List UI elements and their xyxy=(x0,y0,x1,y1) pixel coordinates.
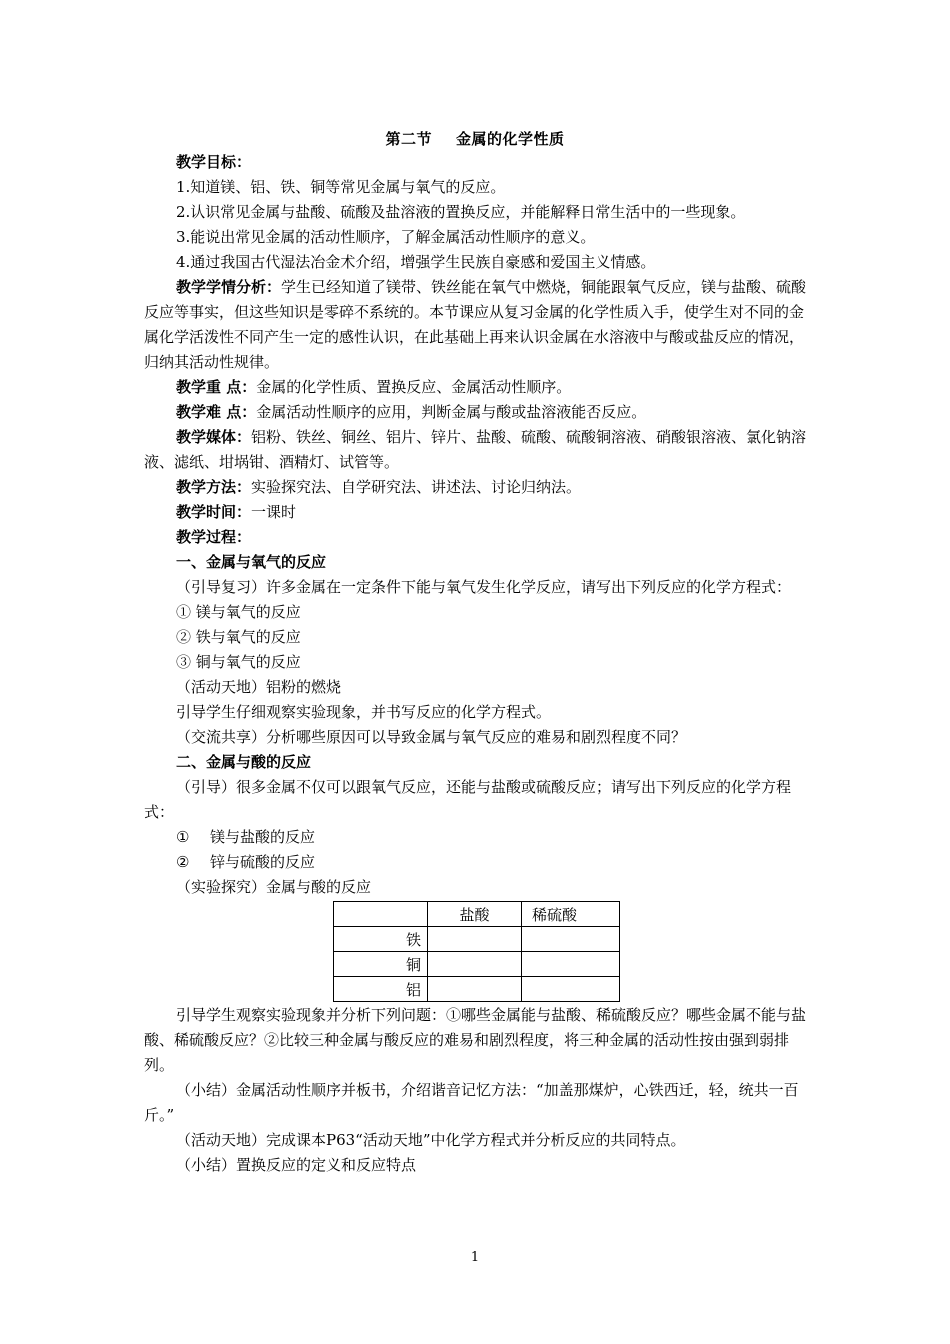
item-number: ② xyxy=(176,853,190,871)
media-label: 教学媒体： xyxy=(176,428,252,446)
section2-intro: （引导）很多金属不仅可以跟氧气反应，还能与盐酸或硫酸反应；请写出下列反应的化学方程式： xyxy=(144,778,792,821)
item-text: 锌与硫酸的反应 xyxy=(210,853,316,871)
item-number: ① xyxy=(176,828,190,846)
goal-item: 2.认识常见金属与盐酸、硫酸及盐溶液的置换反应，并能解释日常生活中的一些现象。 xyxy=(176,203,746,221)
table-row-label: 铝 xyxy=(334,977,428,1002)
methods-text: 实验探究法、自学研究法、讲述法、讨论归纳法。 xyxy=(251,478,582,496)
section1-intro: （引导复习）许多金属在一定条件下能与氧气发生化学反应，请写出下列反应的化学方程式： xyxy=(176,578,792,596)
time-paragraph xyxy=(144,500,816,525)
table-row xyxy=(334,927,620,952)
table-header-cell xyxy=(334,902,428,927)
key-label: 教学重 点： xyxy=(176,378,257,396)
process-label: 教学过程： xyxy=(176,528,252,546)
table-header-cell: 盐酸 xyxy=(428,902,522,927)
experiment-table xyxy=(333,901,620,1002)
reaction-item xyxy=(144,825,816,850)
table-header-row xyxy=(334,902,620,927)
share-line: （交流共享）分析哪些原因可以导致金属与氧气反应的难易和剧烈程度不同？ xyxy=(176,728,687,746)
difficulty-label: 教学难 点： xyxy=(176,403,257,421)
table-row-label: 铁 xyxy=(334,927,428,952)
summary-paragraph: （小结）金属活动性顺序并板书，介绍谐音记忆方法：“加盖那煤炉，心铁西迁，轻，统共一百斤。” xyxy=(144,1081,799,1124)
table-cell xyxy=(522,952,620,977)
media-paragraph xyxy=(144,425,816,475)
table-header-cell: 稀硫酸 xyxy=(522,902,620,927)
key-text: 金属的化学性质、置换反应、金属活动性顺序。 xyxy=(256,378,572,396)
reaction-item xyxy=(144,850,816,875)
goal-item: 3.能说出常见金属的活动性顺序，了解金属活动性顺序的意义。 xyxy=(176,228,596,246)
key-points xyxy=(144,375,816,400)
analysis-paragraph xyxy=(144,275,816,375)
difficulty-points xyxy=(144,400,816,425)
time-label: 教学时间： xyxy=(176,503,252,521)
media-text: 铝粉、铁丝、铜丝、铝片、锌片、盐酸、硫酸、硫酸铜溶液、硝酸银溶液、氯化钠溶液、滤纸、坩埚钳、酒精灯、试管等。 xyxy=(144,428,807,471)
table-cell xyxy=(522,927,620,952)
time-text: 一课时 xyxy=(251,503,297,521)
difficulty-text: 金属活动性顺序的应用，判断金属与酸或盐溶液能否反应。 xyxy=(256,403,647,421)
goal-item: 4.通过我国古代湿法冶金术介绍，增强学生民族自豪感和爱国主义情感。 xyxy=(176,253,656,271)
analysis-label: 教学学情分析： xyxy=(176,278,282,296)
table-row xyxy=(334,977,620,1002)
activity-paragraph: （活动天地）完成课本P63“活动天地”中化学方程式并分析反应的共同特点。 xyxy=(176,1131,686,1149)
section-heading: 一、金属与氧气的反应 xyxy=(176,553,327,571)
methods-paragraph xyxy=(144,475,816,500)
activity-line: （活动天地）铝粉的燃烧 xyxy=(176,678,342,696)
section-number: 第二节 xyxy=(385,130,432,148)
guide-line: 引导学生仔细观察实验现象，并书写反应的化学方程式。 xyxy=(176,703,552,721)
reaction-item: ③ 铜与氧气的反应 xyxy=(176,653,301,671)
table-cell xyxy=(522,977,620,1002)
section-heading: 二、金属与酸的反应 xyxy=(176,753,312,771)
table-cell xyxy=(428,927,522,952)
table-cell xyxy=(428,977,522,1002)
summary-paragraph: （小结）置换反应的定义和反应特点 xyxy=(176,1156,417,1174)
analysis-text: 学生已经知道了镁带、铁丝能在氧气中燃烧，铜能跟氧气反应，镁与盐酸、硫酸反应等事实，但这些知识是零碎不系统的。本节课应从复习金属的化学性质入手，使学生对不同的金属化学活泼性不同产生一定的感性认识，在此基础上再来认识金属在水溶液中与酸或盐反应的情况，归纳其活动性规律。 xyxy=(144,278,807,371)
goals-label: 教学目标： xyxy=(176,153,252,171)
section-title: 金属的化学性质 xyxy=(456,130,565,148)
page-number: 1 xyxy=(470,1250,480,1265)
table-row-label: 铜 xyxy=(334,952,428,977)
document-body xyxy=(144,150,816,1178)
reaction-item: ① 镁与氧气的反应 xyxy=(176,603,301,621)
experiment-line: （实验探究）金属与酸的反应 xyxy=(176,878,372,896)
methods-label: 教学方法： xyxy=(176,478,252,496)
reaction-item: ② 铁与氧气的反应 xyxy=(176,628,301,646)
item-text: 镁与盐酸的反应 xyxy=(210,828,316,846)
page-title xyxy=(0,128,950,149)
table-row xyxy=(334,952,620,977)
goal-item: 1.知道镁、铝、铁、铜等常见金属与氧气的反应。 xyxy=(176,178,506,196)
table-cell xyxy=(428,952,522,977)
guide-paragraph: 引导学生观察实验现象并分析下列问题：①哪些金属能与盐酸、稀硫酸反应？哪些金属不能与盐酸、稀硫酸反应？②比较三种金属与酸反应的难易和剧烈程度，将三种金属的活动性按由强到弱排列。 xyxy=(144,1006,807,1074)
